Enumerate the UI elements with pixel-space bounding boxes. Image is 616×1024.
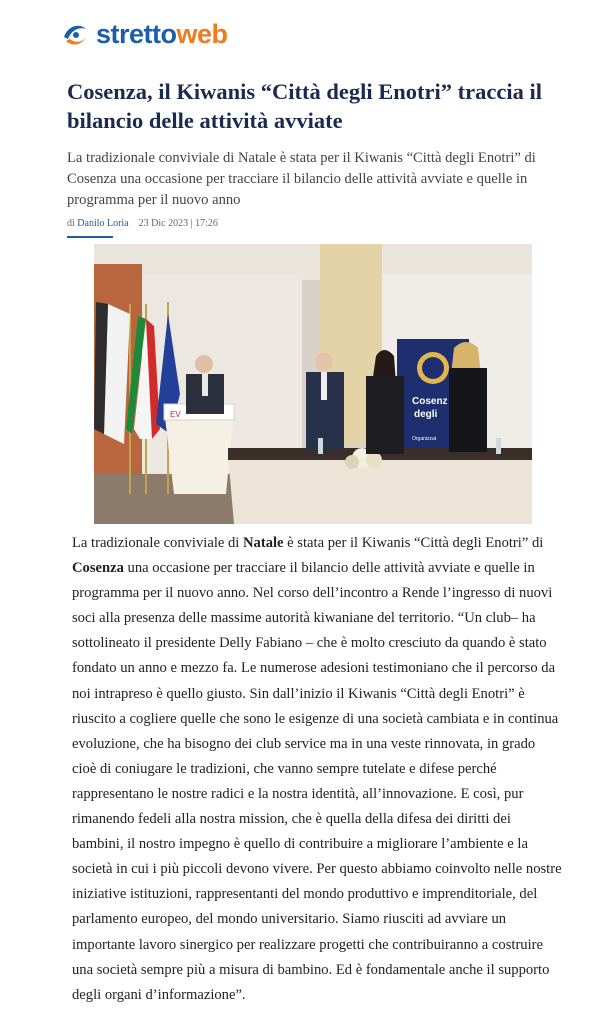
banner-text-line2: degli [414, 409, 438, 420]
byline-divider [67, 236, 113, 238]
site-name-part1: stretto [96, 18, 177, 49]
article-body [72, 531, 562, 1008]
body-keyword-natale: Natale [243, 535, 284, 551]
site-name-part2: web [176, 18, 228, 49]
body-text-2: è stata per il Kiwanis “Città degli Enotri” di [283, 535, 544, 551]
site-name [96, 19, 228, 50]
article-subtitle: La tradizionale conviviale di Natale è stata per il Kiwanis “Città degli Enotri” di Cosenza una occasione per tracciare il bilancio delle attività avviate e quelle in programma per il nuovo anno [67, 150, 536, 208]
banner-small-text: Organizzat [412, 436, 437, 442]
author-link[interactable]: Danilo Loria [77, 218, 129, 229]
article-byline [67, 218, 218, 229]
banner-text-line1: Cosenz [412, 396, 448, 407]
site-logo[interactable] [58, 14, 228, 54]
byline-prefix: di [67, 218, 75, 229]
strettoweb-logo-icon [58, 17, 92, 51]
article-photo-illustration [94, 244, 532, 524]
body-keyword-cosenza: Cosenza [72, 560, 124, 577]
article-photo [94, 244, 532, 524]
podium-text: EV [170, 410, 181, 419]
publish-date: 23 Dic 2023 | 17:26 [138, 218, 218, 229]
body-text-1: La tradizionale conviviale di [72, 535, 243, 551]
body-text-3: una occasione per tracciare il bilancio delle attività avviate e quelle in programma per il nuovo anno. Nel corso dell’incontro a Rende l’ingresso di nuovi soci alla presenza delle massime autorità kiwaniane del territorio. “Un club– ha sottolineato il presidente Delly Fabiano – che è molto cresciuto da quando è stato fondato un anno e mezzo fa. Le numerose adesioni testimoniano che il percorso da noi intrapreso è quello giusto. Sin dall’inizio il Kiwanis “Città degli Enotri” è riuscito a cogliere quelle che sono le esigenze di una società cambiata e in continua evoluzione, che ha bisogno dei club service ma in una veste rinnovata, in grado cioè di coniugare le tradizioni, che vanno sempre tutelate e difese perché rappresentano le nostre radici e la nostra identità, all’innovazione. E così, pur rimanendo fedeli alla nostra mission, che è quella della difesa dei diritti dei bambini, il nostro impegno è quello di contribuire a migliorare l’ambiente e la società in cui i più piccoli devono vivere. Per questo abbiamo coinvolto nelle nostre iniziative istituzioni, rappresentanti del mondo produttivo e imprenditoriale, del parlamento europeo, del mondo universitario. Siamo riusciti ad avviare un importante lavoro sinergico per realizzare progetti che contribuiranno a costruire una società sempre più a misura di bambino. Ed è fondamentale anche il supporto degli organi d’informazione”. [72, 560, 562, 1003]
article-title: Cosenza, il Kiwanis “Città degli Enotri” traccia il bilancio delle attività avviate [67, 79, 542, 133]
byline-author-group [67, 218, 129, 229]
